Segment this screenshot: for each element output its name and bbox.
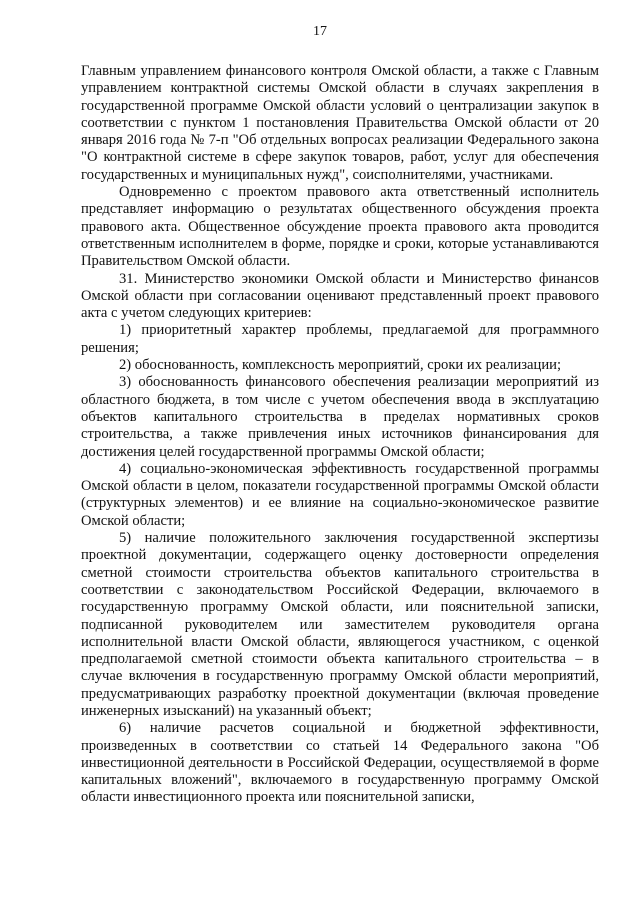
criterion-6: 6) наличие расчетов социальной и бюджетной эффективности, произведенных в соответствии со статьей 14 Федерального закона "Об инвестиционной деятельности в Российской Федерации, осуществляемой в форме капитальных вложений", включаемого в государственную программу Омской области инвестиционного проекта или пояснительной записки, — [81, 720, 599, 806]
criterion-5: 5) наличие положительного заключения государственной экспертизы проектной документации, содержащего оценку достоверности определения сметной стоимости строительства объектов капитального строительства в соответствии с законодательством Российской Федерации, включаемого в государственную программу Омской области, или пояснительной записки, подписанной руководителем или заместителем руководителя органа исполнительной власти Омской области, являющегося участником, с оценкой предполагаемой сметной стоимости объекта капитального строительства – в случае включения в государственную программу Омской области мероприятий, предусматривающих разработку проектной документации (включая проведение инженерных изысканий) на указанный объект; — [81, 530, 599, 719]
paragraph-item-31: 31. Министерство экономики Омской области и Министерство финансов Омской области при согласовании оценивают представленный проект правового акта с учетом следующих критериев: — [81, 270, 599, 322]
paragraph-public-discussion: Одновременно с проектом правового акта ответственный исполнитель представляет информацию о результатах общественного обсуждения проекта правового акта. Общественное обсуждение проекта правового акта проводится ответственным исполнителем в форме, порядке и сроки, которые устанавливаются Правительством Омской области. — [81, 184, 599, 270]
criterion-3: 3) обоснованность финансового обеспечения реализации мероприятий из областного бюджета, в том числе с учетом обеспечения ввода в эксплуатацию объектов капитального строительства в пределах нормативных сроков строительства, а также привлечения иных источников финансирования для достижения целей государственной программы Омской области; — [81, 374, 599, 460]
document-body — [81, 63, 599, 807]
criterion-2: 2) обоснованность, комплексность мероприятий, сроки их реализации; — [119, 357, 562, 374]
criterion-1: 1) приоритетный характер проблемы, предлагаемой для программного решения; — [81, 322, 599, 356]
page-number: 17 — [313, 24, 327, 39]
criterion-4: 4) социально-экономическая эффективность государственной программы Омской области в целом, показатели государственной программы Омской области (структурных элементов) и ее влияние на социально-экономическое развитие Омской области; — [81, 460, 599, 529]
paragraph-continuation: Главным управлением финансового контроля Омской области, а также с Главным управлением контрактной системы Омской области в случаях закрепления в государственной программе Омской области условий о централизации закупок в соответствии с пунктом 1 постановления Правительства Омской области от 20 января 2016 года № 7-п "Об отдельных вопросах реализации Федерального закона "О контрактной системе в сфере закупок товаров, работ, услуг для обеспечения государственных и муниципальных нужд", соисполнителями, участниками. — [81, 63, 599, 183]
